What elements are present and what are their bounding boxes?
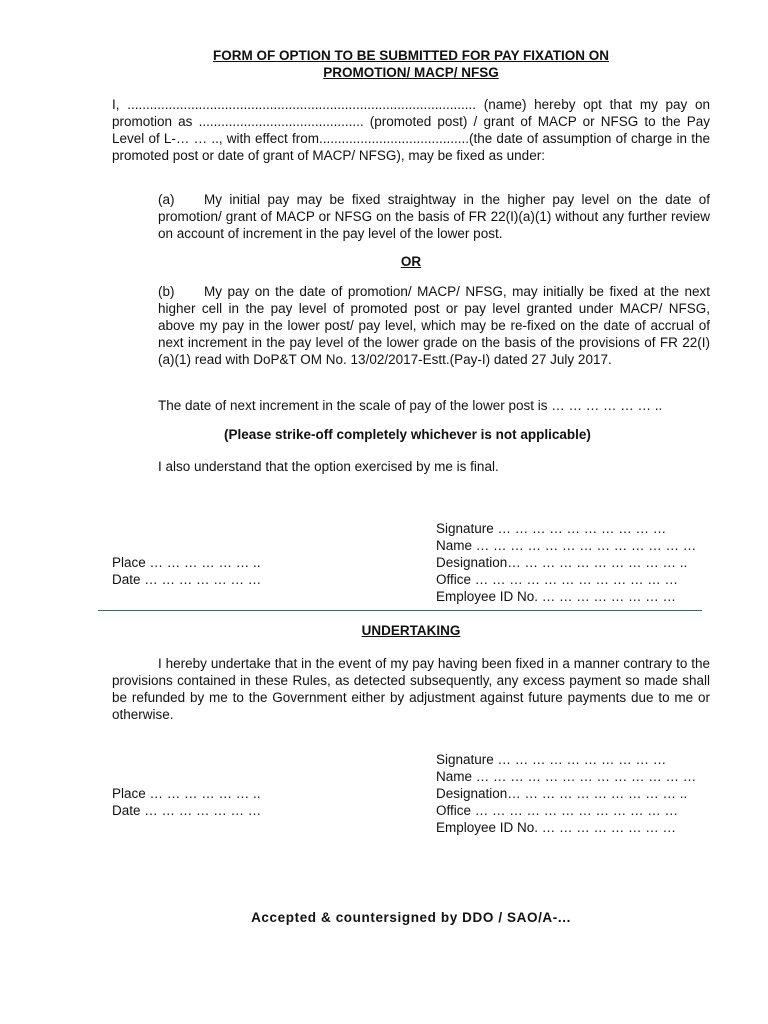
section-divider <box>98 610 702 611</box>
next-increment-line: The date of next increment in the scale of pay of the lower post is … … … … … … .. <box>158 398 663 413</box>
undertaking-heading: UNDERTAKING <box>361 623 461 638</box>
option-intro-paragraph: I, ............................................................................................. (name) hereby opt that my pay on promotion as ............................................ (promoted post) / grant of MACP or NFSG to the Pay Level of L-… … .., with effect from........................................(the date of assumption of charge in the promoted post or date of grant of MACP/ NFSG), may be fixed as under: <box>112 97 710 163</box>
place-field: Place … … … … … … .. <box>112 786 261 801</box>
option-a <box>158 191 710 242</box>
option-a-label: (a) <box>158 192 175 207</box>
employee-id-field: Employee ID No. … … … … … … … … <box>436 820 677 835</box>
option-b-text: My pay on the date of promotion/ MACP/ NFSG, may initially be fixed at the next higher cell in the pay level of promoted post or pay level granted under MACP/ NFSG, above my pay in the lower post/ pay level, which may be re-fixed on the date of accrual of next increment in the pay level of the lower grade on the basis of the provisions of FR 22(I)(a)(1) read with DoP&T OM No. 13/02/2017-Estt.(Pay-I) dated 27 July 2017. <box>158 284 710 367</box>
date-field: Date … … … … … … … <box>112 803 262 818</box>
form-title-line-1: FORM OF OPTION TO BE SUBMITTED FOR PAY FIXATION ON <box>212 48 609 63</box>
place-date-block-option <box>112 554 261 588</box>
signature-block-option <box>436 520 696 605</box>
name-field: Name … … … … … … … … … … … … … <box>436 769 697 784</box>
designation-field: Designation… … … … … … … … … … .. <box>436 786 688 801</box>
or-separator: OR <box>400 254 422 269</box>
option-b <box>158 283 710 368</box>
office-field: Office … … … … … … … … … … … … <box>436 803 679 818</box>
designation-field: Designation… … … … … … … … … … .. <box>436 555 688 570</box>
final-option-note: I also understand that the option exercised by me is final. <box>158 459 499 474</box>
countersign-note: Accepted & countersigned by DDO / SAO/A-... <box>251 910 571 925</box>
option-a-text: My initial pay may be fixed straightway in the higher pay level on the date of promotion/ grant of MACP or NFSG on the basis of FR 22(I)(a)(1) without any further review on account of increment in the pay level of the lower post. <box>158 192 710 241</box>
place-field: Place … … … … … … .. <box>112 555 261 570</box>
form-title-line-2: PROMOTION/ MACP/ NFSG <box>323 65 499 80</box>
form-title <box>112 47 710 81</box>
date-field: Date … … … … … … … <box>112 572 262 587</box>
signature-field: Signature … … … … … … … … … … <box>436 752 667 767</box>
office-field: Office … … … … … … … … … … … … <box>436 572 679 587</box>
name-field: Name … … … … … … … … … … … … … <box>436 538 697 553</box>
undertaking-paragraph: I hereby undertake that in the event of my pay having been fixed in a manner contrary to the provisions contained in these Rules, as detected subsequently, any excess payment so made shall be refunded by me to the Government either by adjustment against future payments due to me or otherwise. <box>112 656 710 722</box>
place-date-block-undertaking <box>112 785 261 819</box>
signature-field: Signature … … … … … … … … … … <box>436 521 667 536</box>
signature-block-undertaking <box>436 751 696 836</box>
strike-off-note: (Please strike-off completely whichever is not applicable) <box>224 427 591 442</box>
option-b-label: (b) <box>158 284 175 299</box>
employee-id-field: Employee ID No. … … … … … … … … <box>436 589 677 604</box>
